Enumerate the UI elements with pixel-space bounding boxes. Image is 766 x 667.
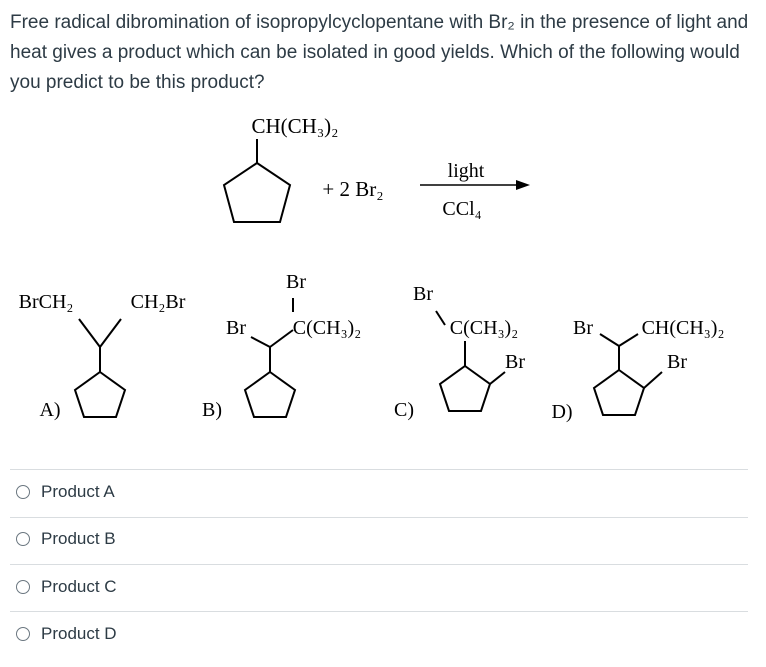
radio-c[interactable]: [16, 580, 30, 594]
structure-c: [394, 283, 525, 421]
c-ring-br: Br: [505, 351, 525, 373]
d-ring-br: Br: [667, 351, 687, 373]
option-product-a[interactable]: [16, 477, 115, 507]
ring-c: [440, 366, 490, 411]
b-top-br: Br: [286, 271, 306, 293]
divider: [10, 564, 748, 565]
reaction-arrow-head: [516, 180, 530, 190]
b-br: Br: [226, 317, 246, 339]
cyclopentane-ring: [224, 163, 290, 222]
a-left-group: BrCH₂: [18, 291, 74, 313]
option-label: Product D: [41, 624, 117, 643]
b-group: C(CH₃)₂: [292, 317, 362, 339]
condition-light: light: [447, 160, 485, 182]
option-label: Product B: [41, 529, 116, 548]
ring-a: [75, 372, 125, 417]
c-group: C(CH₃)₂: [449, 317, 519, 339]
b-letter: B): [202, 399, 222, 421]
option-product-c[interactable]: [16, 572, 117, 602]
ring-b: [245, 372, 295, 417]
d-group: CH(CH₃)₂: [641, 317, 725, 339]
d-br: Br: [573, 317, 593, 339]
a-letter: A): [39, 399, 61, 421]
a-right-group: CH₂Br: [130, 291, 186, 313]
reagent-label: + 2 Br₂: [322, 177, 384, 201]
structure-b: [202, 271, 361, 421]
c-top-br: Br: [413, 283, 433, 305]
option-product-b[interactable]: [16, 524, 116, 554]
divider: [10, 469, 748, 470]
radio-d[interactable]: [16, 627, 30, 641]
d-letter: D): [551, 401, 573, 423]
question-text: Free radical dibromination of isopropylcyclopentane with Br₂ in the presence of light and heat gives a product which can be isolated in good yields. Which of the following would you predict to be this product?: [10, 12, 749, 93]
structure-a: [19, 291, 186, 421]
starting-material: [224, 139, 290, 222]
structure-d: [551, 317, 724, 423]
c-letter: C): [394, 399, 414, 421]
divider: [10, 611, 748, 612]
option-label: Product C: [41, 577, 117, 596]
divider: [10, 517, 748, 518]
condition-solvent: CCl₄: [442, 198, 482, 220]
option-product-d[interactable]: [16, 619, 117, 649]
radio-a[interactable]: [16, 485, 30, 499]
option-label: Product A: [41, 482, 115, 501]
isopropyl-label: CH(CH₃)₂: [251, 114, 339, 138]
radio-b[interactable]: [16, 532, 30, 546]
ring-d: [594, 370, 644, 415]
